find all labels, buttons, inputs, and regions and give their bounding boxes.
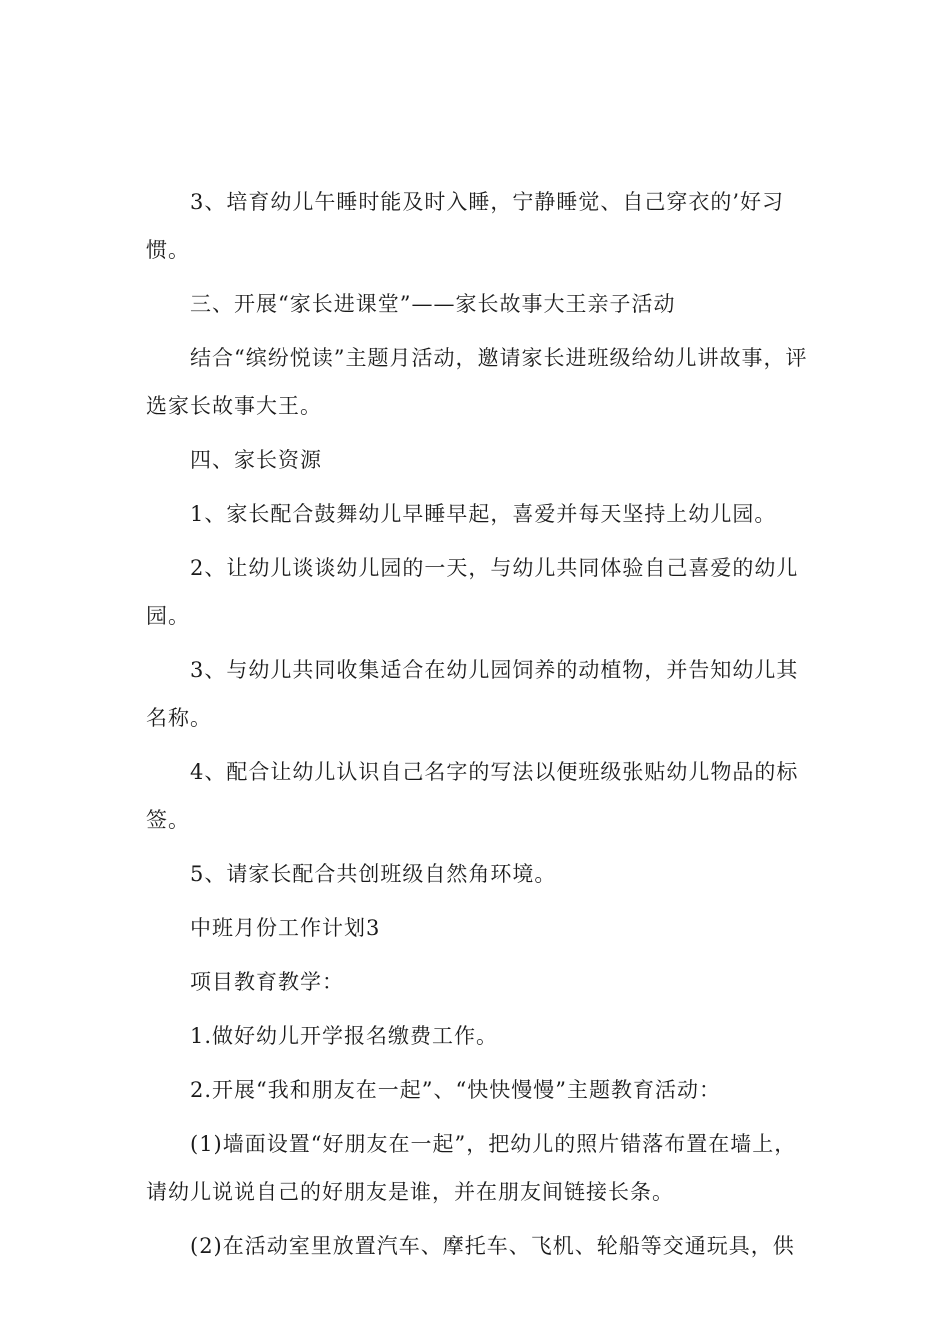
paragraph: 3、培育幼儿午睡时能及时入睡，宁静睡觉、自己穿衣的’好习惯。 xyxy=(146,190,785,262)
section-heading: 项目教育教学： xyxy=(190,970,344,994)
document-title: 中班月份工作计划3 xyxy=(190,916,381,940)
list-item: 5、请家长配合共创班级自然角环境。 xyxy=(190,862,557,886)
document-body xyxy=(146,178,810,1276)
paragraph: 结合“缤纷悦读”主题月活动，邀请家长进班级给幼儿讲故事，评选家长故事大王。 xyxy=(146,346,808,418)
list-item: 2、让幼儿谈谈幼儿园的一天，与幼儿共同体验自己喜爱的幼儿园。 xyxy=(146,556,799,628)
list-item: 2.开展“我和朋友在一起”、“快快慢慢”主题教育活动： xyxy=(190,1078,721,1102)
list-item: (2)在活动室里放置汽车、摩托车、飞机、轮船等交通玩具，供 xyxy=(190,1234,795,1258)
list-item: 3、与幼儿共同收集适合在幼儿园饲养的动植物，并告知幼儿其名称。 xyxy=(146,658,799,730)
section-heading: 四、家长资源 xyxy=(190,448,322,472)
list-item: (1)墙面设置“好朋友在一起”，把幼儿的照片错落布置在墙上，请幼儿说说自己的好朋友是谁，并在朋友间链接长条。 xyxy=(146,1132,797,1204)
list-item: 4、配合让幼儿认识自己名字的写法以便班级张贴幼儿物品的标签。 xyxy=(146,760,799,832)
list-item: 1、家长配合鼓舞幼儿早睡早起，喜爱并每天坚持上幼儿园。 xyxy=(190,502,777,526)
list-item: 1.做好幼儿开学报名缴费工作。 xyxy=(190,1024,499,1048)
section-heading: 三、开展“家长进课堂”——家长故事大王亲子活动 xyxy=(190,292,676,316)
